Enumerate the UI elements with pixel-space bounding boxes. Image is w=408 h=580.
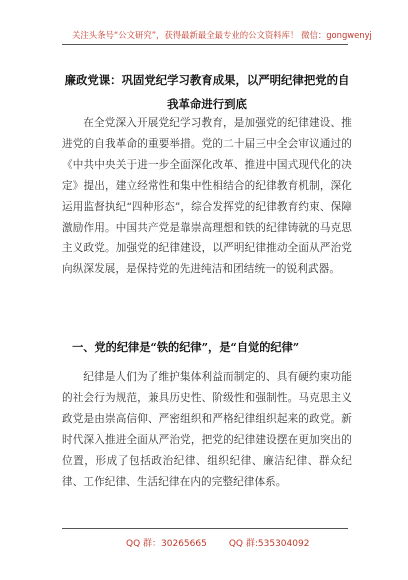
page-footer xyxy=(0,528,408,558)
footer-qq-group-2: QQ 群:535304092 xyxy=(228,539,310,549)
document-title: 廉政党课：巩固党纪学习教育成果，以严明纪律把党的自我革命进行到底 xyxy=(64,73,350,111)
body-paragraph-2: 纪律是人们为了维护集体利益而制定的、具有硬约束功能的社会行为规范，兼具历史性、阶级性和强制性。马克思主义政党是由崇高信仰、严密组织和严格纪律组织起来的政党。新时代深入推进全面从严治党，把党的纪律建设摆在更加突出的位置，形成了包括政治纪律、组织纪律、廉洁纪律、群众纪律、工作纪律、生活纪律在内的完整纪律体系。 xyxy=(62,371,352,488)
header-banner-text: 关注头条号“公文研究”，获得最新最全最专业的公文资料库！ 微信：gongwenyj xyxy=(72,30,372,40)
header-divider xyxy=(62,44,348,45)
footer-contact xyxy=(126,536,326,549)
footer-qq-group-1: QQ 群：30265665 xyxy=(126,539,207,549)
footer-divider xyxy=(62,528,348,529)
section-heading-1: 一、党的纪律是“铁的纪律”，是“自觉的纪律” xyxy=(72,340,300,354)
body-paragraph-1: 在全党深入开展党纪学习教育，是加强党的纪律建设、推进党的自我革命的重要举措。党的二十届三中全会审议通过的《中共中央关于进一步全面深化改革、推进中国式现代化的决定》提出，建立经常性和集中性相结合的纪律教育机制，深化运用监督执纪“四种形态”，综合发挥党的纪律教育约束、保障激励作用。中国共产党是靠崇高理想和铁的纪律铸就的马克思主义政党。加强党的纪律建设，以严明纪律推动全面从严治党向纵深发展，是保持党的先进纯洁和团结统一的锐利武器。 xyxy=(62,117,352,276)
page-header xyxy=(0,0,408,54)
